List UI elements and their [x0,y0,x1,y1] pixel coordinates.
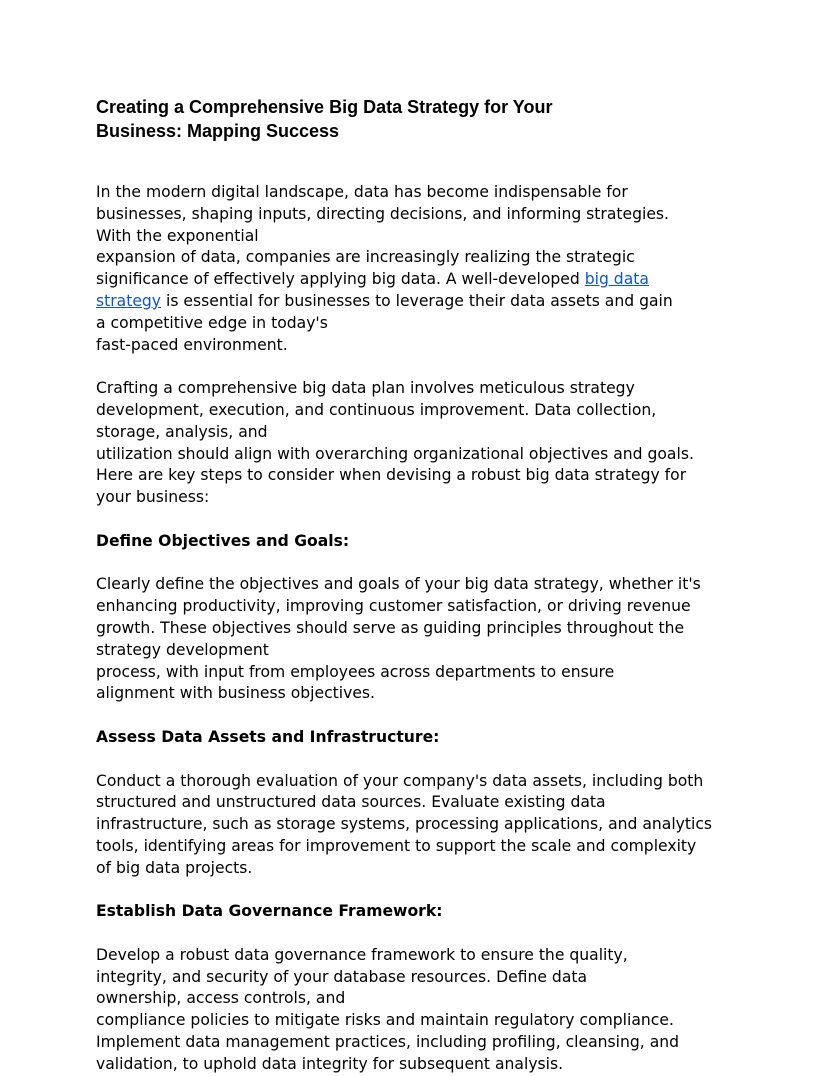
text-line [96,291,756,313]
text-line: In the modern digital landscape, data has become indispensable for [96,183,628,201]
text-line: a competitive edge in today's [96,313,328,332]
text-segment: is essential for businesses to leverage their data assets and gain [161,291,673,310]
text-line: storage, analysis, and [96,422,268,441]
text-line: fast-paced environment. [96,335,288,354]
text-line: development, execution, and continuous improvement. Data collection, [96,400,657,419]
text-line: tools, identifying areas for improvement to support the scale and complexity [96,836,697,855]
section-paragraph [96,945,756,1076]
title-line: Creating a Comprehensive Big Data Strategy for Your [96,97,553,117]
text-line: of big data projects. [96,858,253,877]
big-data-strategy-link[interactable]: big data [584,270,649,289]
document-page [96,95,736,143]
section-heading: Establish Data Governance Framework: [96,902,443,921]
text-line: utilization should align with overarching organizational objectives and goals. [96,444,694,463]
steps-intro-paragraph [96,378,756,509]
text-line: Clearly define the objectives and goals of your big data strategy, whether it's [96,575,701,594]
text-line: ownership, access controls, and [96,989,346,1008]
text-line: expansion of data, companies are increasingly realizing the strategic [96,248,635,267]
text-line: Develop a robust data governance framework to ensure the quality, [96,945,628,964]
text-line: enhancing productivity, improving customer satisfaction, or driving revenue [96,597,691,616]
document-body [96,182,756,1076]
text-line: infrastructure, such as storage systems, processing applications, and analytics [96,815,713,834]
text-line: compliance policies to mitigate risks and maintain regulatory compliance. [96,1011,674,1030]
text-line: businesses, shaping inputs, directing decisions, and informing strategies. [96,204,670,223]
document-title [96,95,736,143]
section-paragraph [96,771,756,880]
text-line: Crafting a comprehensive big data plan involves meticulous strategy [96,379,635,398]
text-line: growth. These objectives should serve as guiding principles throughout the [96,618,685,637]
text-line: alignment with business objectives. [96,684,375,703]
text-line [96,269,756,291]
text-line: process, with input from employees across departments to ensure [96,662,615,681]
text-segment: significance of effectively applying big data. A well-developed [96,270,585,289]
intro-paragraph [96,182,756,356]
section-heading: Define Objectives and Goals: [96,531,350,550]
text-line: Here are key steps to consider when devising a robust big data strategy for [96,466,687,485]
text-line: Conduct a thorough evaluation of your company's data assets, including both [96,771,704,790]
section-heading: Assess Data Assets and Infrastructure: [96,727,440,746]
text-line: strategy development [96,640,269,659]
text-line: With the exponential [96,226,259,245]
text-line: Implement data management practices, including profiling, cleansing, and [96,1033,680,1052]
text-line: integrity, and security of your database resources. Define data [96,967,588,986]
big-data-strategy-link[interactable]: strategy [96,291,162,310]
text-line: your business: [96,488,210,507]
text-line: structured and unstructured data sources. Evaluate existing data [96,793,606,812]
title-line: Business: Mapping Success [96,121,340,141]
section-paragraph [96,574,756,705]
text-line: validation, to uphold data integrity for subsequent analysis. [96,1054,564,1073]
